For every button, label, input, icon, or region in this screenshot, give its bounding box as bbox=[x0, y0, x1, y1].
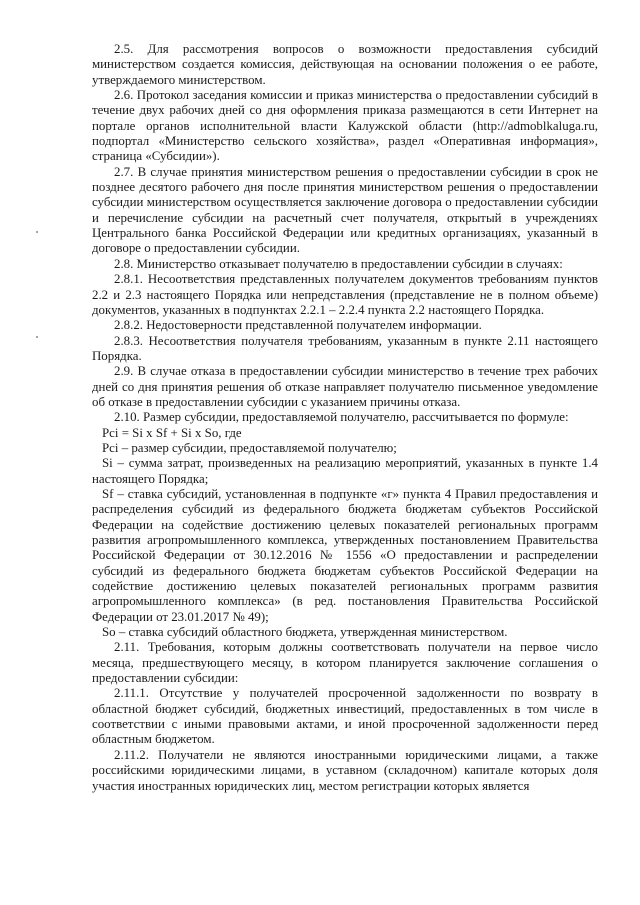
definition-pci: Pci – размер субсидии, предоставляемой получателю; bbox=[102, 440, 397, 455]
document-body bbox=[92, 42, 598, 794]
paragraph-2-8-1: 2.8.1. Несоответствия представленных получателем документов требованиям пунктов 2.2 и 2.3 настоящего Порядка или непредставления (представление не в полном объеме) документов, указанных в подпунктах 2.2.1 – 2.2.4 пункта 2.2 настоящего Порядка. bbox=[92, 272, 598, 317]
paragraph-2-6: 2.6. Протокол заседания комиссии и приказ министерства о предоставлении субсидий в течение двух рабочих дней со дня оформления приказа размещаются в сети Интернет на портале органов исполнительной власти Калужской области (http://admoblkaluga.ru, подпортал «Министерство сельского хозяйства», раздел «Оперативная информация», страница «Субсидии»). bbox=[92, 88, 598, 164]
scan-speck bbox=[36, 336, 38, 338]
paragraph-2-8: 2.8. Министерство отказывает получателю в предоставлении субсидии в случаях: bbox=[114, 256, 563, 271]
scan-speck bbox=[36, 231, 38, 233]
paragraph-2-9: 2.9. В случае отказа в предоставлении субсидии министерство в течение трех рабочих дней со дня принятия решения об отказе направляет получателю письменное уведомление об отказе в предоставлении субсидии с указанием причины отказа. bbox=[92, 364, 598, 409]
definition-si: Si – сумма затрат, произведенных на реализацию мероприятий, указанных в пункте 1.4 настоящего Порядка; bbox=[92, 456, 598, 486]
definition-so: So – ставка субсидий областного бюджета, утвержденная министерством. bbox=[102, 625, 508, 640]
paragraph-2-11-1: 2.11.1. Отсутствие у получателей просроченной задолженности по возврату в областной бюджет субсидий, бюджетных инвестиций, предоставленных в том числе в соответствии с иными правовыми актами, и иной просроченной задолженности перед областным бюджетом. bbox=[92, 686, 598, 747]
paragraph-2-11: 2.11. Требования, которым должны соответствовать получатели на первое число месяца, предшествующего месяцу, в котором планируется заключение соглашения о предоставлении субсидии: bbox=[92, 640, 598, 686]
paragraph-2-11-2: 2.11.2. Получатели не являются иностранными юридическими лицами, а также российскими юридическими лицами, в уставном (складочном) капитале которых доля участия иностранных юридических лиц, местом регистрации которых является bbox=[92, 747, 598, 793]
paragraph-2-7: 2.7. В случае принятия министерством решения о предоставлении субсидии в срок не позднее десятого рабочего дня после принятия министерством решения о предоставлении субсидии министерством осуществляется заключение договора о предоставлении субсидии и перечисление субсидии на расчетный счет получателя, открытый в учреждениях Центрального банка Российской Федерации или кредитных организациях, указанный в договоре о предоставлении субсидии. bbox=[92, 164, 598, 256]
paragraph-2-8-2: 2.8.2. Недостоверности представленной получателем информации. bbox=[114, 318, 482, 333]
paragraph-2-5: 2.5. Для рассмотрения вопросов о возможности предоставления субсидий министерством создается комиссия, действующая на основании положения о ее работе, утверждаемого министерством. bbox=[92, 42, 598, 87]
paragraph-2-10: 2.10. Размер субсидии, предоставляемой получателю, рассчитывается по формуле: bbox=[114, 410, 569, 425]
formula-line: Pci = Si x Sf + Si x So, где bbox=[102, 425, 242, 440]
definition-sf: Sf – ставка субсидий, установленная в подпункте «г» пункта 4 Правил предоставления и распределения субсидий из федерального бюджета бюджетам субъектов Российской Федерации на содействие достижению целевых показателей региональных программ развития агропромышленного комплекса, утвержденных постановлением Правительства Российской Федерации от 30.12.2016 № 1556 «О предоставлении и распределении субсидий из федерального бюджета бюджетам субъектов Российской Федерации на содействие достижению целевых показателей региональных программ развития агропромышленного комплекса» (в ред. постановления Правительства Российской Федерации от 23.01.2017 № 49); bbox=[92, 486, 598, 624]
paragraph-2-8-3: 2.8.3. Несоответствия получателя требованиям, указанным в пункте 2.11 настоящего Порядка. bbox=[92, 333, 598, 363]
